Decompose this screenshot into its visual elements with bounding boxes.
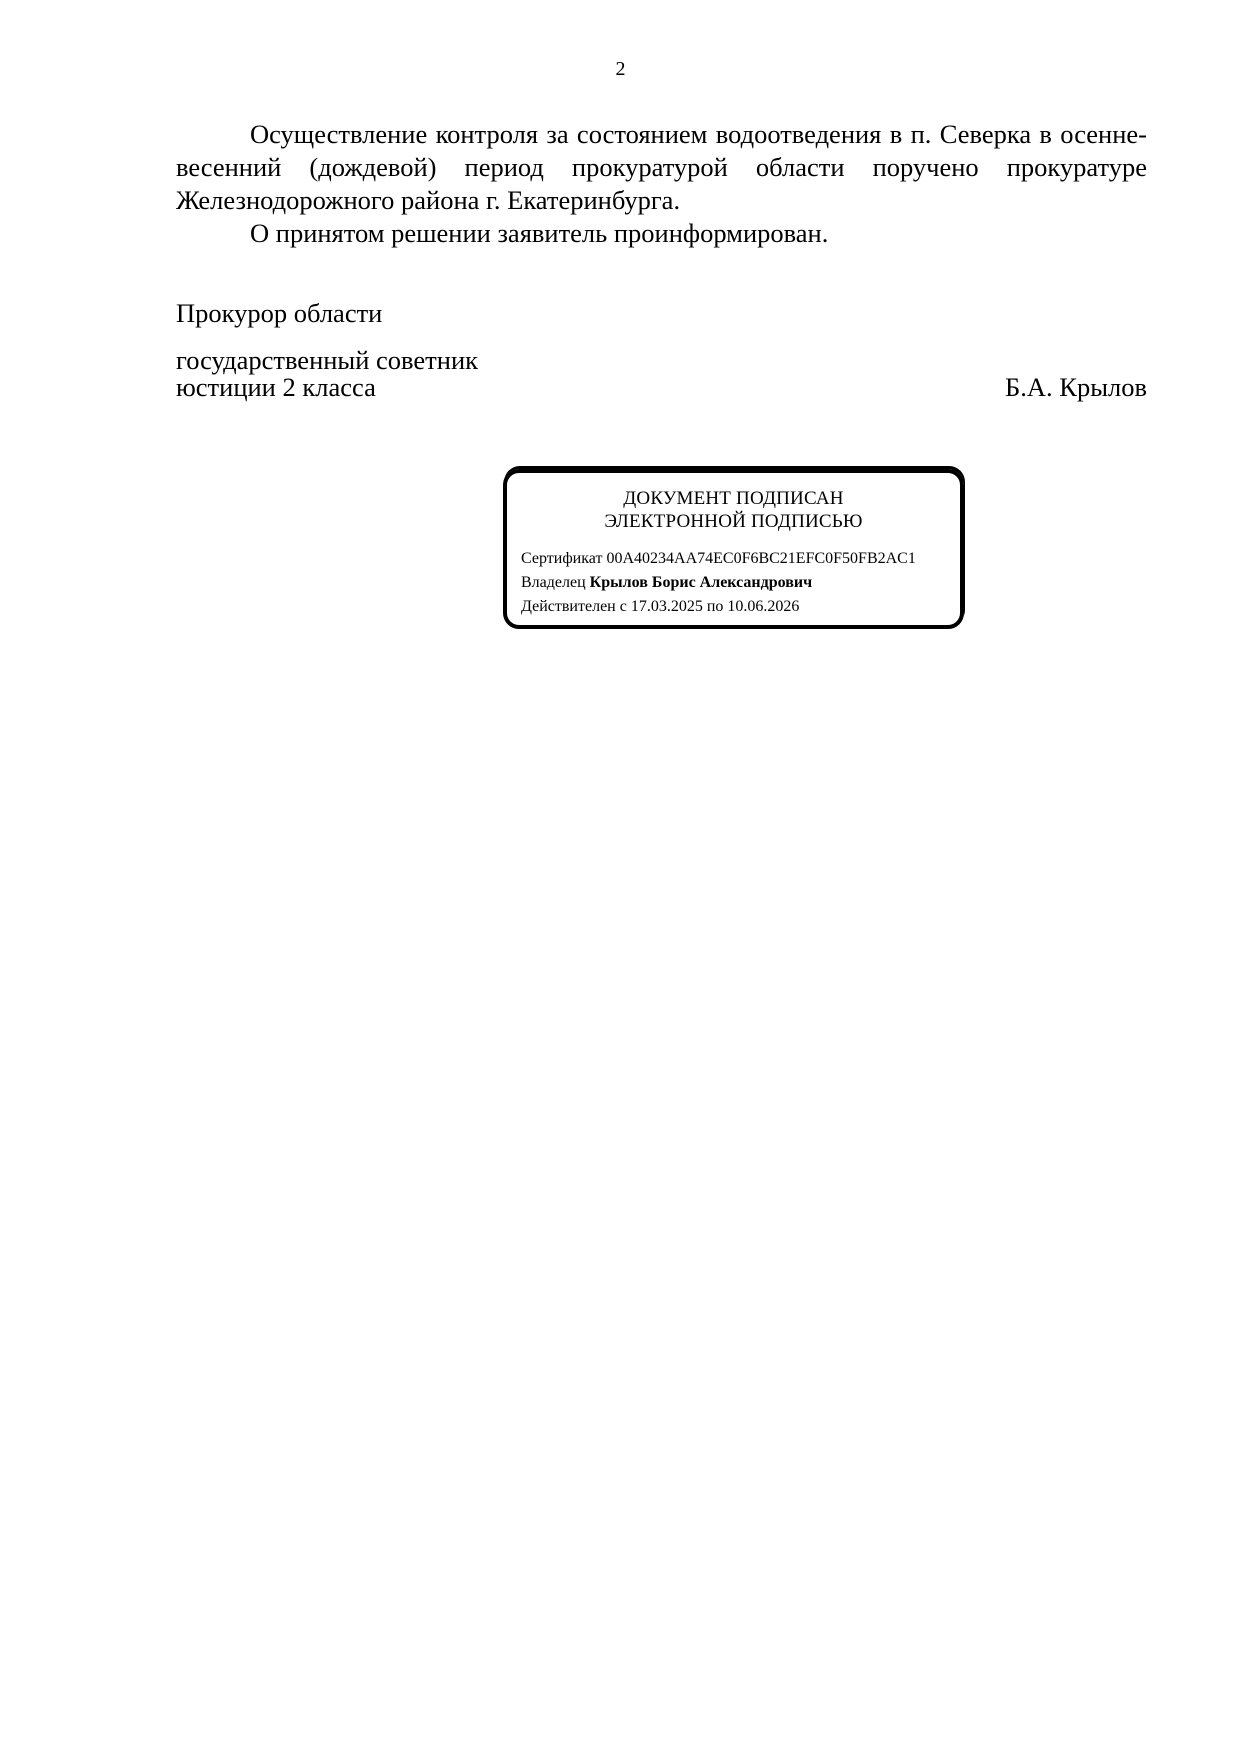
stamp-heading-line-1: ДОКУМЕНТ ПОДПИСАН [623,488,844,509]
stamp-valid-to-label: по [706,598,724,615]
body-paragraph-1: Осуществление контроля за состоянием водоотведения в п. Северка в осенне-весенний (дождевой) период прокуратурой области поручено прокуратуре Железнодорожного района г. Екатеринбурга. [176,119,1147,215]
signer-rank-line-1: государственный советник [176,345,478,375]
stamp-heading [507,487,960,533]
signer-rank-line-2: юстиции 2 класса [176,372,376,402]
stamp-certificate-label: Сертификат [521,550,603,567]
stamp-certificate-value: 00A40234AA74EC0F6BC21EFC0F50FB2AC1 [606,550,916,567]
stamp-owner-line [521,573,812,593]
stamp-owner-value: Крылов Борис Александрович [589,574,813,591]
electronic-signature-stamp [503,469,964,629]
stamp-heading-line-2: ЭЛЕКТРОННОЙ ПОДПИСЬЮ [604,511,863,532]
stamp-valid-from-date: 17.03.2025 [630,598,703,615]
body-paragraph-2: О принятом решении заявитель проинформирован. [250,218,829,248]
stamp-owner-label: Владелец [521,574,586,591]
document-body [176,118,1147,250]
stamp-valid-from-label: с [619,598,627,615]
signer-name: Б.А. Крылов [1005,372,1147,402]
stamp-validity-line [521,597,799,617]
signer-position-title: Прокурор области [176,298,383,328]
page-number: 2 [615,58,626,80]
stamp-valid-to-date: 10.06.2026 [727,598,800,615]
stamp-certificate-line [521,549,916,569]
stamp-valid-label: Действителен [521,598,616,615]
